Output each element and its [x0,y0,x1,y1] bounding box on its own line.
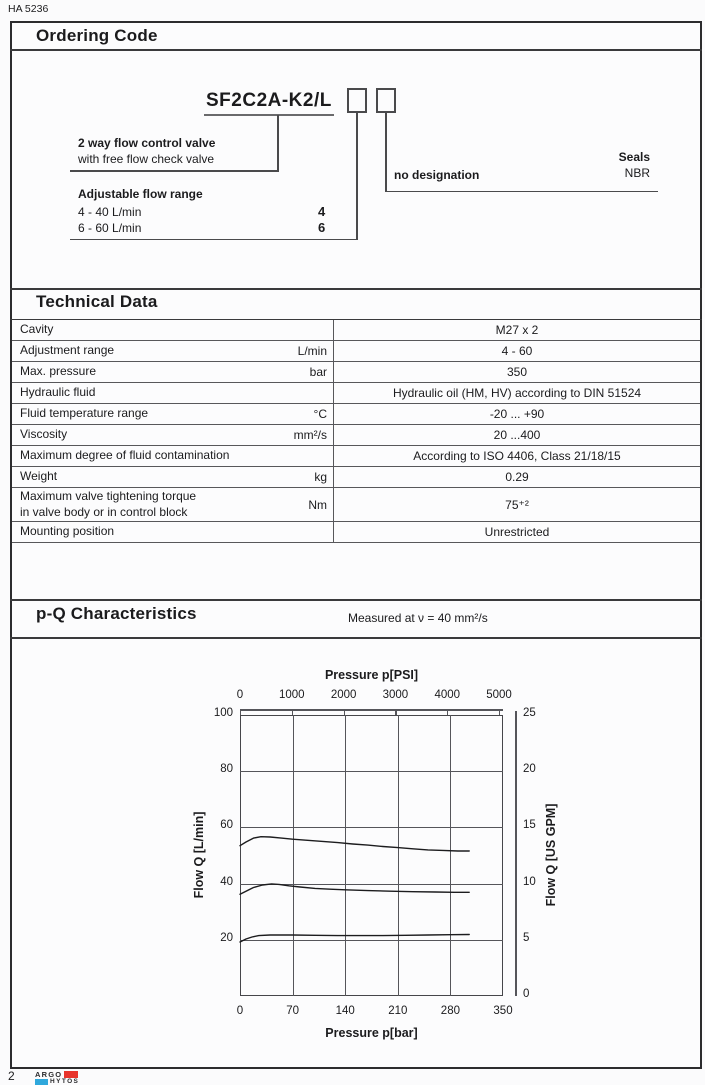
right-axis-tick-label: 20 [523,763,536,776]
flow-range-option-code: 4 [318,204,326,219]
row-label: Weight [20,469,58,484]
table-row [12,383,700,404]
document-number: HA 5236 [8,3,49,15]
ordering-option-box-2 [376,88,396,113]
table-row [12,467,700,488]
flow-range-heading: Adjustable flow range [78,187,203,201]
left-axis-tick-label: 20 [220,931,233,944]
table-cell-label [12,446,334,466]
table-cell-label [12,383,334,403]
right-axis-tick-label: 25 [523,707,536,719]
right-axis-tick-label: 5 [523,931,530,944]
row-label: Hydraulic fluid [20,385,96,400]
table-cell-label [12,404,334,424]
connector-line [356,113,358,240]
table-cell-label [12,425,334,445]
row-label: Mounting position [20,524,115,539]
flow-range-option-code: 6 [318,220,326,235]
table-row [12,446,700,467]
row-value: Unrestricted [484,525,550,540]
valve-type-sublabel: with free flow check valve [78,152,215,166]
right-axis-line [515,711,517,996]
row-unit: mm²/s [293,428,327,442]
top-axis-tick-label: 5000 [486,689,512,701]
connector-line [385,113,387,192]
left-axis-tick-label: 60 [220,819,233,832]
right-axis-tick-label: 0 [523,988,530,1000]
ordering-option-box-1 [347,88,367,113]
logo-row [35,1079,79,1085]
pq-subtitle: Measured at ν = 40 mm²/s [348,611,488,625]
table-row [12,362,700,383]
table-cell-label [12,488,334,521]
row-label: Cavity [20,322,54,337]
table-cell-label [12,467,334,487]
row-value: -20 ... +90 [489,407,545,421]
row-value: 4 - 60 [501,344,533,358]
bottom-axis-tick-label: 0 [236,1005,244,1017]
row-label: Adjustment range [20,343,115,358]
flow-range-option-label: 4 - 40 L/min [78,205,142,219]
bottom-axis-tick-label: 280 [440,1005,460,1017]
table-row [12,522,700,543]
bottom-axis-tick-label: 210 [388,1005,408,1017]
row-label: Maximum valve tightening torque in valve body or in control block [20,489,197,519]
flow-range-option-label: 6 - 60 L/min [78,221,142,235]
left-axis-tick-label: 100 [213,707,233,719]
bottom-axis-tick-label: 70 [286,1005,299,1017]
technical-data-title: Technical Data [36,292,158,311]
table-cell-label [12,320,334,340]
seals-value: NBR [624,166,650,180]
technical-table [10,320,702,543]
row-value: According to ISO 4406, Class 21/18/15 [413,449,621,463]
section-divider [10,637,702,639]
top-axis-tick-label: 1000 [279,689,305,701]
table-row [12,425,700,446]
seals-heading: Seals [618,150,650,164]
no-designation-label: no designation [394,168,480,182]
right-axis-tick-label: 15 [523,819,536,832]
connector-line [70,239,358,241]
row-unit: °C [313,407,327,421]
table-row [12,488,700,522]
argo-hytos-logo [35,1071,79,1085]
chart-left-axis-title: Flow Q [L/min] [192,811,206,899]
right-axis-tick-label: 10 [523,875,536,888]
left-axis-tick-label: 40 [220,875,233,888]
row-label: Viscosity [20,427,68,442]
top-axis-tick-label: 3000 [382,689,409,701]
row-value: 75⁺² [505,497,529,512]
valve-type-label: 2 way flow control valve [78,136,216,150]
table-cell-label [12,341,334,361]
connector-line [277,115,279,172]
flow-curve [240,935,469,943]
row-label: Fluid temperature range [20,406,149,421]
connector-line [387,191,658,193]
row-unit: L/min [297,344,327,358]
table-cell-label [12,362,334,382]
flow-curve [240,837,469,851]
chart-bottom-axis-title: Pressure p[bar] [325,1026,418,1040]
chart-top-axis-title: Pressure p[PSI] [324,668,419,682]
flow-curve [240,884,469,894]
row-unit: kg [314,470,327,484]
flow-curves-svg [240,715,503,996]
row-value: 350 [506,365,528,379]
section-divider [10,288,702,290]
top-axis-line [240,709,503,711]
ordering-code-title: Ordering Code [36,26,158,45]
chart-right-axis-title: Flow Q [US GPM] [544,803,558,907]
table-cell-label [12,522,334,542]
bottom-axis-tick-label: 140 [335,1005,355,1017]
row-value: 0.29 [505,470,529,484]
top-axis-tick-label: 2000 [330,689,357,701]
top-axis-tick-label: 4000 [434,689,461,701]
row-unit: bar [309,365,327,379]
table-row [12,404,700,425]
row-unit: Nm [308,497,327,512]
section-divider [10,599,702,601]
table-row [12,320,700,341]
connector-line [70,170,278,172]
logo-argo-text: ARGO [35,1070,63,1079]
ordering-code-value: SF2C2A-K2/L [204,90,334,116]
row-label: Max. pressure [20,364,97,379]
row-value: Hydraulic oil (HM, HV) according to DIN 51524 [392,386,642,400]
left-axis-tick-label: 80 [220,763,233,776]
row-label: Maximum degree of fluid contamination [20,448,230,463]
table-row [12,341,700,362]
bottom-axis-tick-label: 350 [493,1005,513,1017]
row-value: 20 ...400 [493,428,541,442]
pq-title: p-Q Characteristics [36,604,197,623]
section-divider [10,49,702,51]
top-axis-tick-label: 0 [236,689,244,701]
logo-cyan-block [35,1079,48,1085]
page-number: 2 [8,1069,15,1083]
logo-hytos-text: HYTOS [50,1077,80,1085]
row-value: M27 x 2 [495,323,539,337]
